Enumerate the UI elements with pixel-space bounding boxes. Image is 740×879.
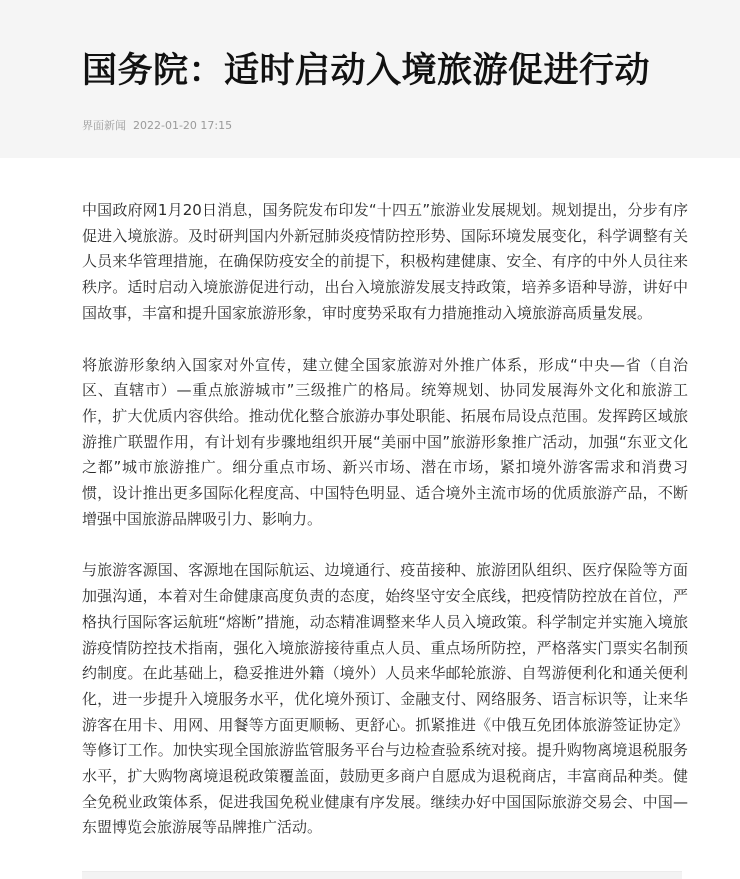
source-label[interactable]: 界面新闻 xyxy=(82,119,126,132)
article-paragraph: 中国政府网1月20日消息，国务院发布印发“十四五”旅游业发展规划。规划提出，分步有序促进入境旅游。及时研判国内外新冠肺炎疫情防控形势、国际环境发展变化，科学调整有关人员来华管理措施，在确保防疫安全的前提下，积极构建健康、安全、有序的中外人员往来秩序。适时启动入境旅游促进行动，出台入境旅游发展支持政策，培养多语种导游，讲好中国故事，丰富和提升国家旅游形象，审时度势采取有力措施推动入境旅游高质量发展。 xyxy=(82,201,688,322)
article-header xyxy=(0,0,740,158)
publish-datetime: 2022-01-20 17:15 xyxy=(133,119,233,132)
article-paragraph: 与旅游客源国、客源地在国际航运、边境通行、疫苗接种、旅游团队组织、医疗保险等方面加强沟通，本着对生命健康高度负责的态度，始终坚守安全底线，把疫情防控放在首位，严格执行国际客运航班“熔断”措施，动态精准调整来华人员入境政策。科学制定并实施入境旅游疫情防控技术指南，强化入境旅游接待重点人员、重点场所防控，严格落实门票实名制预约制度。在此基础上，稳妥推进外籍（境外）人员来华邮轮旅游、自驾游便利化和通关便利化，进一步提升入境服务水平，优化境外预订、金融支付、网络服务、语言标识等，让来华游客在用卡、用网、用餐等方面更顺畅、更舒心。抓紧推进《中俄互免团体旅游签证协定》等修订工作。加快实现全国旅游监管服务平台与边检查验系统对接。提升购物离境退税服务水平，扩大购物离境退税政策覆盖面，鼓励更多商户自愿成为退税商店，丰富商品种类。健全免税业政策体系，促进我国免税业健康有序发展。继续办好中国国际旅游交易会、中国—东盟博览会旅游展等品牌推广活动。 xyxy=(82,561,688,837)
article-body xyxy=(82,198,688,867)
article-paragraph: 将旅游形象纳入国家对外宣传，建立健全国家旅游对外推广体系，形成“中央—省（自治区、直辖市）—重点旅游城市”三级推广的格局。统筹规划、协同发展海外文化和旅游工作，扩大优质内容供给。推动优化整合旅游办事处职能、拓展布局设点范围。发挥跨区域旅游推广联盟作用，有计划有步骤地组织开展“美丽中国”旅游形象推广活动，加强“东亚文化之都”城市旅游推广。细分重点市场、新兴市场、潜在市场，紧扣境外游客需求和消费习惯，设计推出更多国际化程度高、中国特色明显、适合境外主流市场的优质旅游产品，不断增强中国旅游品牌吸引力、影响力。 xyxy=(82,355,688,528)
article-meta xyxy=(82,117,232,133)
article-title: 国务院：适时启动入境旅游促进行动 xyxy=(82,51,651,91)
